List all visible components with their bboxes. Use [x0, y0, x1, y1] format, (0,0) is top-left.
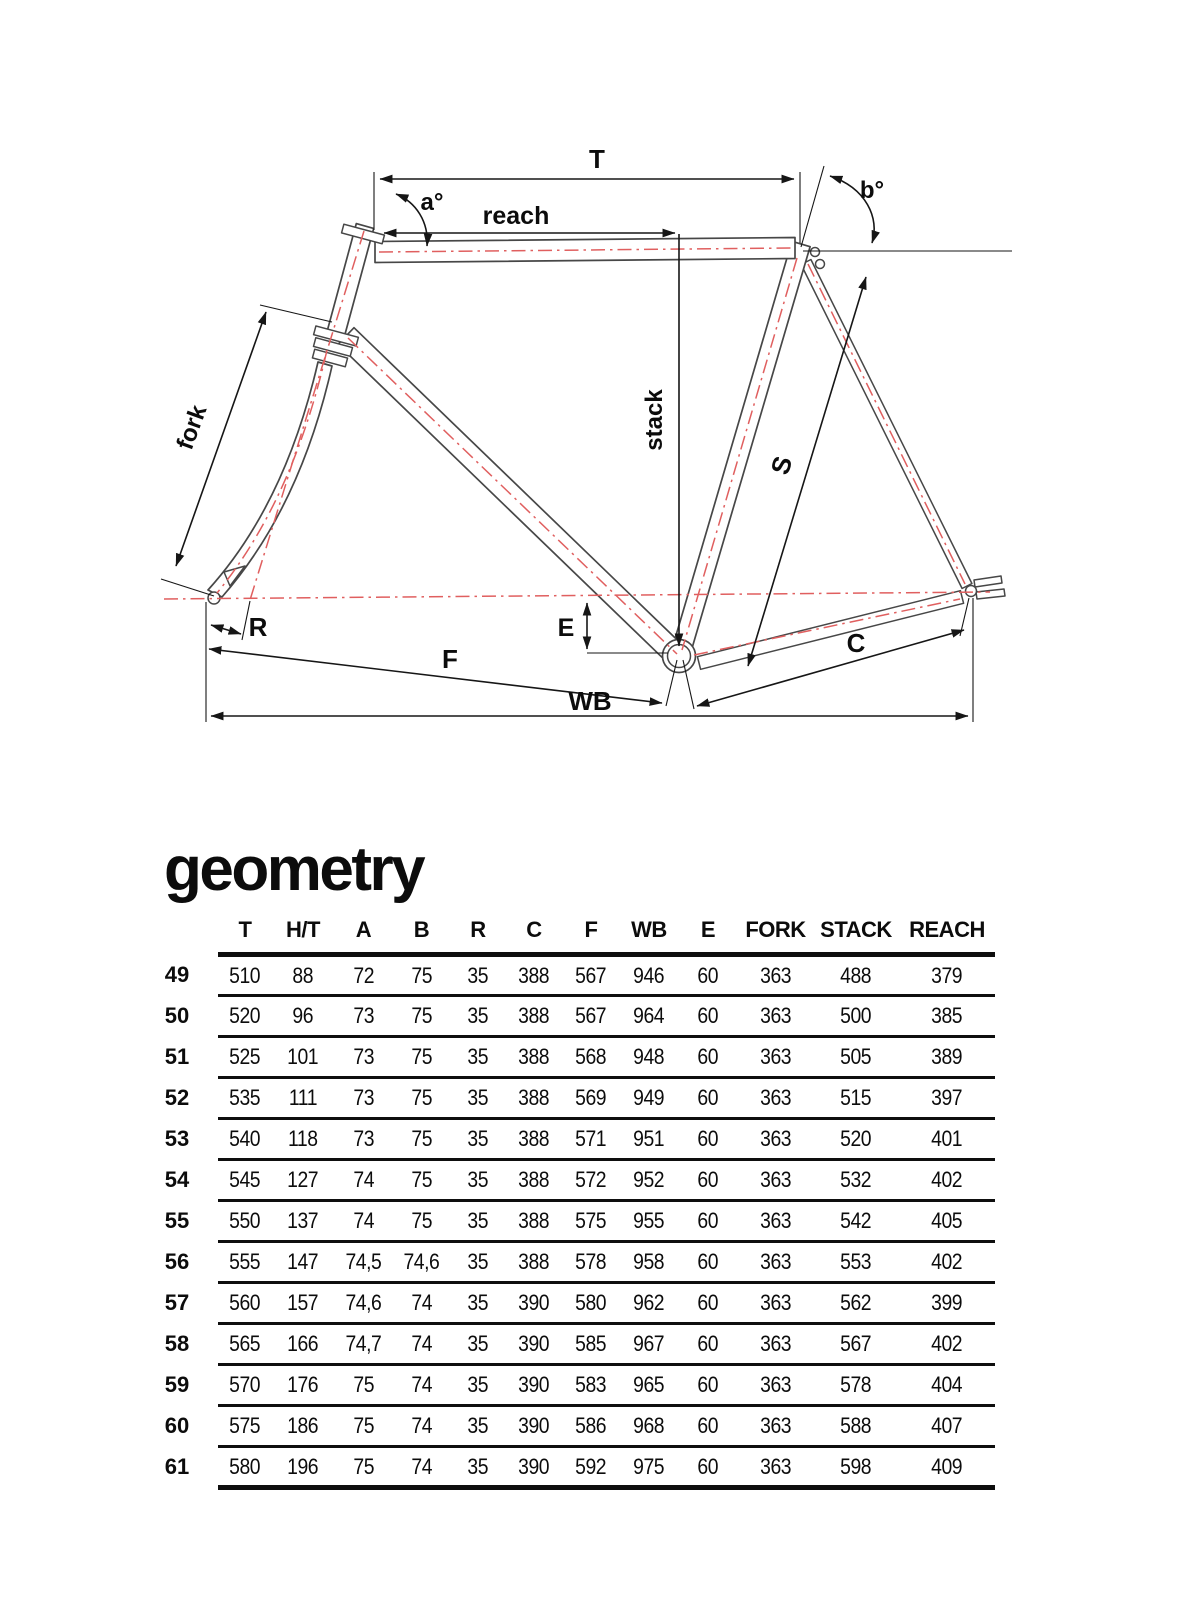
head-angle-label: a° — [420, 189, 444, 216]
fork-extension-bottom — [161, 579, 214, 596]
table-cell: 390 — [506, 1283, 562, 1324]
chain-stay-centerline — [694, 599, 960, 655]
table-cell: 74,6 — [393, 1242, 450, 1283]
table-cell: 946 — [620, 955, 678, 996]
table-cell: 127 — [272, 1160, 334, 1201]
table-cell: 60 — [678, 996, 738, 1037]
table-cell: 399 — [899, 1283, 995, 1324]
seat-stay-centerline — [808, 264, 965, 584]
table-cell: 363 — [738, 1324, 813, 1365]
column-header: F — [562, 917, 620, 955]
table-cell: 965 — [620, 1365, 678, 1406]
seat-binder-bolt-lower — [816, 260, 825, 269]
front-center-label: F — [442, 644, 458, 674]
fork-extension-top — [260, 305, 332, 322]
row-size-label: 50 — [164, 1003, 190, 1028]
table-row — [150, 1324, 995, 1365]
table-cell: 555 — [218, 1242, 272, 1283]
frame-geometry-diagram — [0, 0, 1200, 795]
geometry-table-header-row — [150, 917, 995, 955]
table-cell: 407 — [899, 1406, 995, 1447]
chainstay-label: C — [846, 628, 866, 658]
column-header: STACK — [813, 917, 899, 955]
table-cell: 74 — [393, 1447, 450, 1488]
table-cell: 572 — [562, 1160, 620, 1201]
table-cell: 598 — [813, 1447, 899, 1488]
table-cell: 515 — [813, 1078, 899, 1119]
table-cell: 75 — [393, 1037, 450, 1078]
table-cell: 74 — [393, 1324, 450, 1365]
size-column-header — [150, 917, 218, 955]
table-cell: 952 — [620, 1160, 678, 1201]
table-cell: 565 — [218, 1324, 272, 1365]
table-cell: 35 — [450, 1037, 506, 1078]
row-size-label: 56 — [164, 1249, 190, 1274]
table-row — [150, 1119, 995, 1160]
fork-blade — [208, 362, 332, 597]
table-cell: 75 — [393, 1119, 450, 1160]
table-cell: 962 — [620, 1283, 678, 1324]
table-cell: 73 — [334, 996, 393, 1037]
table-cell: 157 — [272, 1283, 334, 1324]
table-cell: 74,7 — [334, 1324, 393, 1365]
row-size-label: 53 — [164, 1126, 190, 1151]
table-cell: 578 — [813, 1365, 899, 1406]
row-size-label: 58 — [164, 1331, 190, 1356]
row-size-label: 52 — [164, 1085, 190, 1110]
table-cell: 397 — [899, 1078, 995, 1119]
table-cell: 60 — [678, 1201, 738, 1242]
table-cell: 570 — [218, 1365, 272, 1406]
table-cell: 60 — [678, 1160, 738, 1201]
column-header: A — [334, 917, 393, 955]
column-header: REACH — [899, 917, 995, 955]
column-header: E — [678, 917, 738, 955]
table-cell: 75 — [393, 955, 450, 996]
row-size-label: 55 — [164, 1208, 190, 1233]
table-cell: 147 — [272, 1242, 334, 1283]
table-cell: 35 — [450, 1365, 506, 1406]
table-row — [150, 1160, 995, 1201]
column-header: C — [506, 917, 562, 955]
axle-centerline — [164, 592, 990, 599]
table-cell: 35 — [450, 996, 506, 1037]
table-cell: 390 — [506, 1447, 562, 1488]
table-cell: 118 — [272, 1119, 334, 1160]
table-cell: 553 — [813, 1242, 899, 1283]
column-header: T — [218, 917, 272, 955]
table-cell: 488 — [813, 955, 899, 996]
table-cell: 74,6 — [334, 1283, 393, 1324]
table-cell: 567 — [813, 1324, 899, 1365]
table-cell: 388 — [506, 1160, 562, 1201]
table-cell: 409 — [899, 1447, 995, 1488]
table-cell: 73 — [334, 1078, 393, 1119]
table-cell: 388 — [506, 955, 562, 996]
table-cell: 958 — [620, 1242, 678, 1283]
table-cell: 74 — [393, 1365, 450, 1406]
chain-stay-tube — [697, 591, 963, 670]
table-row — [150, 1078, 995, 1119]
table-cell: 505 — [813, 1037, 899, 1078]
fork-label: fork — [171, 401, 213, 454]
seat-binder-bolt-upper — [811, 248, 820, 257]
rear-axle — [966, 586, 977, 597]
table-cell: 35 — [450, 1242, 506, 1283]
table-cell: 389 — [899, 1037, 995, 1078]
table-cell: 363 — [738, 1406, 813, 1447]
row-size-label: 51 — [164, 1044, 190, 1069]
table-cell: 562 — [813, 1283, 899, 1324]
table-row — [150, 1242, 995, 1283]
table-cell: 111 — [272, 1078, 334, 1119]
table-cell: 74 — [393, 1283, 450, 1324]
table-cell: 967 — [620, 1324, 678, 1365]
table-cell: 363 — [738, 1078, 813, 1119]
table-cell: 560 — [218, 1283, 272, 1324]
table-cell: 948 — [620, 1037, 678, 1078]
table-cell: 60 — [678, 1283, 738, 1324]
fork-blade-centerline — [217, 350, 327, 593]
table-cell: 402 — [899, 1324, 995, 1365]
table-cell: 510 — [218, 955, 272, 996]
reach-label: reach — [482, 202, 550, 230]
table-cell: 580 — [218, 1447, 272, 1488]
table-cell: 35 — [450, 1078, 506, 1119]
geometry-table-body — [150, 955, 995, 1488]
table-cell: 35 — [450, 1283, 506, 1324]
table-cell: 35 — [450, 1406, 506, 1447]
table-cell: 166 — [272, 1324, 334, 1365]
table-cell: 196 — [272, 1447, 334, 1488]
seat-tube-label: S — [764, 452, 799, 479]
table-cell: 60 — [678, 1324, 738, 1365]
stack-label: stack — [641, 389, 668, 451]
table-cell: 60 — [678, 1119, 738, 1160]
table-cell: 949 — [620, 1078, 678, 1119]
table-cell: 571 — [562, 1119, 620, 1160]
table-cell: 388 — [506, 1119, 562, 1160]
table-cell: 75 — [393, 1078, 450, 1119]
table-cell: 968 — [620, 1406, 678, 1447]
table-cell: 73 — [334, 1119, 393, 1160]
table-cell: 964 — [620, 996, 678, 1037]
table-row — [150, 1283, 995, 1324]
table-cell: 532 — [813, 1160, 899, 1201]
row-size-label: 59 — [164, 1372, 190, 1397]
geometry-table — [150, 917, 995, 1490]
column-header: R — [450, 917, 506, 955]
table-cell: 60 — [678, 1365, 738, 1406]
table-cell: 390 — [506, 1365, 562, 1406]
table-cell: 75 — [334, 1406, 393, 1447]
table-cell: 583 — [562, 1365, 620, 1406]
table-cell: 388 — [506, 1201, 562, 1242]
table-cell: 75 — [393, 996, 450, 1037]
column-header: FORK — [738, 917, 813, 955]
table-cell: 585 — [562, 1324, 620, 1365]
table-cell: 388 — [506, 1242, 562, 1283]
wheelbase-label: WB — [568, 686, 612, 716]
dimension-labels — [172, 144, 885, 716]
bb-drop-label: E — [557, 614, 575, 642]
table-cell: 75 — [334, 1365, 393, 1406]
table-cell: 404 — [899, 1365, 995, 1406]
table-cell: 35 — [450, 1201, 506, 1242]
row-size-label: 54 — [164, 1167, 190, 1192]
table-cell: 520 — [218, 996, 272, 1037]
table-cell: 60 — [678, 1406, 738, 1447]
table-cell: 401 — [899, 1119, 995, 1160]
table-cell: 74 — [393, 1406, 450, 1447]
table-cell: 405 — [899, 1201, 995, 1242]
table-cell: 363 — [738, 1283, 813, 1324]
table-cell: 363 — [738, 1119, 813, 1160]
centerlines — [164, 231, 990, 655]
table-cell: 176 — [272, 1365, 334, 1406]
table-row — [150, 1406, 995, 1447]
table-cell: 363 — [738, 1365, 813, 1406]
table-cell: 500 — [813, 996, 899, 1037]
table-cell: 137 — [272, 1201, 334, 1242]
table-cell: 379 — [899, 955, 995, 996]
table-cell: 35 — [450, 955, 506, 996]
table-cell: 520 — [813, 1119, 899, 1160]
table-cell: 588 — [813, 1406, 899, 1447]
table-cell: 363 — [738, 996, 813, 1037]
row-size-label: 57 — [164, 1290, 190, 1315]
table-row — [150, 996, 995, 1037]
table-cell: 60 — [678, 1447, 738, 1488]
table-row — [150, 1365, 995, 1406]
table-cell: 545 — [218, 1160, 272, 1201]
table-row — [150, 1447, 995, 1488]
table-cell: 74,5 — [334, 1242, 393, 1283]
table-cell: 72 — [334, 955, 393, 996]
bottom-bracket-bore — [668, 645, 691, 668]
column-header: B — [393, 917, 450, 955]
table-cell: 535 — [218, 1078, 272, 1119]
steering-axis-centerline — [250, 231, 364, 600]
table-cell: 385 — [899, 996, 995, 1037]
table-cell: 363 — [738, 955, 813, 996]
table-cell: 35 — [450, 1447, 506, 1488]
table-cell: 363 — [738, 1160, 813, 1201]
chainstay-dimension-line — [697, 630, 964, 706]
table-cell: 35 — [450, 1119, 506, 1160]
table-cell: 74 — [334, 1201, 393, 1242]
table-cell: 569 — [562, 1078, 620, 1119]
table-cell: 73 — [334, 1037, 393, 1078]
table-cell: 575 — [562, 1201, 620, 1242]
table-row — [150, 1201, 995, 1242]
table-cell: 388 — [506, 1078, 562, 1119]
column-header: H/T — [272, 917, 334, 955]
table-cell: 88 — [272, 955, 334, 996]
table-cell: 363 — [738, 1242, 813, 1283]
rake-dimension-line — [211, 625, 241, 634]
table-cell: 75 — [334, 1447, 393, 1488]
table-cell: 74 — [334, 1160, 393, 1201]
table-cell: 586 — [562, 1406, 620, 1447]
table-cell: 580 — [562, 1283, 620, 1324]
table-cell: 951 — [620, 1119, 678, 1160]
table-cell: 35 — [450, 1324, 506, 1365]
table-cell: 60 — [678, 1078, 738, 1119]
table-cell: 550 — [218, 1201, 272, 1242]
table-cell: 363 — [738, 1201, 813, 1242]
table-cell: 525 — [218, 1037, 272, 1078]
table-cell: 390 — [506, 1324, 562, 1365]
table-cell: 402 — [899, 1160, 995, 1201]
column-header: WB — [620, 917, 678, 955]
table-cell: 975 — [620, 1447, 678, 1488]
table-cell: 75 — [393, 1201, 450, 1242]
table-cell: 540 — [218, 1119, 272, 1160]
table-cell: 955 — [620, 1201, 678, 1242]
rear-dropout-finger-top — [974, 576, 1002, 587]
table-cell: 542 — [813, 1201, 899, 1242]
rake-label: R — [248, 612, 268, 642]
table-cell: 35 — [450, 1160, 506, 1201]
bike-frame-diagram-svg — [0, 0, 1200, 795]
table-cell: 388 — [506, 996, 562, 1037]
table-cell: 60 — [678, 1242, 738, 1283]
row-size-label: 60 — [164, 1413, 190, 1438]
table-cell: 60 — [678, 1037, 738, 1078]
table-cell: 96 — [272, 996, 334, 1037]
table-cell: 567 — [562, 996, 620, 1037]
table-cell: 75 — [393, 1160, 450, 1201]
row-size-label: 49 — [164, 962, 190, 987]
frame-outline — [208, 224, 1005, 673]
table-cell: 575 — [218, 1406, 272, 1447]
table-cell: 567 — [562, 955, 620, 996]
table-cell: 592 — [562, 1447, 620, 1488]
table-row — [150, 1037, 995, 1078]
top-tube-label: T — [589, 144, 605, 174]
row-size-label: 61 — [164, 1454, 190, 1479]
table-cell: 60 — [678, 955, 738, 996]
seat-angle-label: b° — [859, 177, 885, 204]
table-cell: 363 — [738, 1037, 813, 1078]
table-cell: 578 — [562, 1242, 620, 1283]
seat-axis-extension — [801, 166, 824, 247]
rear-dropout-finger-bottom — [976, 589, 1005, 599]
table-cell: 390 — [506, 1406, 562, 1447]
page-title: geometry — [164, 835, 424, 904]
table-row — [150, 955, 995, 996]
table-cell: 363 — [738, 1447, 813, 1488]
table-cell: 186 — [272, 1406, 334, 1447]
table-cell: 388 — [506, 1037, 562, 1078]
table-cell: 402 — [899, 1242, 995, 1283]
table-cell: 568 — [562, 1037, 620, 1078]
table-cell: 101 — [272, 1037, 334, 1078]
